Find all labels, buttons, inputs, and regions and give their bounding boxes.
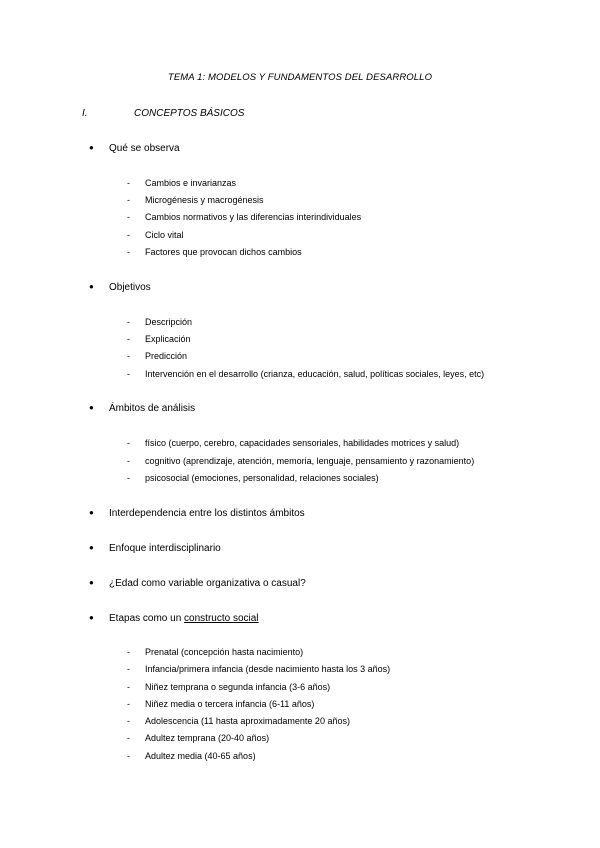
list-item: [127, 456, 474, 466]
bullet-icon: ●: [89, 543, 94, 552]
dash-icon: -: [127, 682, 130, 692]
bullet-label: ¿Edad como variable organizativa o casual?: [109, 578, 306, 589]
bullet-label: Etapas como un: [109, 613, 185, 624]
document-title: TEMA 1: MODELOS Y FUNDAMENTOS DEL DESARROLLO: [167, 72, 433, 83]
bullet-label: Qué se observa: [109, 143, 180, 154]
dash-icon: -: [127, 716, 130, 726]
dash-icon: -: [127, 733, 130, 743]
list-item: [127, 682, 330, 692]
dash-icon: -: [127, 699, 130, 709]
dash-icon: -: [127, 647, 130, 657]
bullet-etapas: [89, 613, 259, 624]
dash-icon: -: [127, 351, 130, 361]
list-item: [127, 369, 484, 379]
list-item: [127, 317, 192, 327]
bullet-icon: ●: [89, 143, 94, 152]
list-item: [127, 699, 314, 709]
list-item: [127, 647, 303, 657]
dash-icon: -: [127, 212, 130, 222]
list-item: [127, 664, 390, 674]
dash-icon: -: [127, 195, 130, 205]
list-item: [127, 247, 302, 257]
bullet-icon: ●: [89, 282, 94, 291]
bullet-que-se-observa: [89, 143, 180, 154]
list-item: [127, 438, 459, 448]
dash-icon: -: [127, 664, 130, 674]
dash-icon: -: [127, 334, 130, 344]
list-item: [127, 733, 269, 743]
list-item: [127, 334, 191, 344]
list-item-text: Prenatal (concepción hasta nacimiento): [145, 647, 304, 657]
list-item-text: Microgénesis y macrogénesis: [145, 195, 264, 205]
list-item: [127, 212, 361, 222]
underlined-term: constructo social: [184, 613, 259, 624]
bullet-label: Objetivos: [109, 282, 151, 293]
list-item: [127, 716, 350, 726]
list-item-text: físico (cuerpo, cerebro, capacidades sensoriales, habilidades motrices y salud): [145, 438, 460, 448]
list-item: [127, 351, 187, 361]
list-item-text: Niñez media o tercera infancia (6-11 años): [145, 699, 315, 709]
list-item-text: Adolescencia (11 hasta aproximadamente 20 años): [145, 716, 350, 726]
bullet-label: Interdependencia entre los distintos ámbitos: [109, 508, 305, 519]
list-item-text: Explicación: [145, 334, 191, 344]
bullet-ambitos: [89, 403, 195, 414]
list-item: [127, 178, 236, 188]
bullet-enfoque: [89, 543, 221, 554]
dash-icon: -: [127, 178, 130, 188]
dash-icon: -: [127, 456, 130, 466]
dash-icon: -: [127, 230, 130, 240]
bullet-objetivos: [89, 282, 151, 293]
list-item-text: Predicción: [145, 351, 188, 361]
bullet-icon: ●: [89, 508, 94, 517]
list-item: [127, 473, 379, 483]
section-number: I.: [82, 108, 88, 119]
list-item: [127, 751, 256, 761]
dash-icon: -: [127, 473, 130, 483]
list-item-text: Infancia/primera infancia (desde nacimiento hasta los 3 años): [145, 664, 391, 674]
bullet-label: Enfoque interdisciplinario: [109, 543, 221, 554]
list-item-text: Cambios e invarianzas: [145, 178, 237, 188]
list-item-text: Niñez temprana o segunda infancia (3-6 años): [145, 682, 331, 692]
dash-icon: -: [127, 317, 130, 327]
list-item-text: Ciclo vital: [145, 230, 184, 240]
list-item-text: Descripción: [145, 317, 193, 327]
bullet-icon: ●: [89, 578, 94, 587]
dash-icon: -: [127, 438, 130, 448]
section-heading: [82, 108, 244, 119]
bullet-icon: ●: [89, 403, 94, 412]
list-item-text: psicosocial (emociones, personalidad, relaciones sociales): [145, 473, 379, 483]
list-item-text: cognitivo (aprendizaje, atención, memoria, lenguaje, pensamiento y razonamiento): [145, 456, 475, 466]
bullet-interdependencia: [89, 508, 305, 519]
list-item-text: Adultez media (40-65 años): [145, 751, 256, 761]
list-item: [127, 195, 264, 205]
section-title: CONCEPTOS BÁSICOS: [134, 108, 245, 119]
list-item: [127, 230, 184, 240]
bullet-label: Ámbitos de análisis: [109, 403, 196, 414]
bullet-edad: [89, 578, 306, 589]
list-item-text: Adultez temprana (20-40 años): [145, 733, 270, 743]
dash-icon: -: [127, 369, 130, 379]
list-item-text: Intervención en el desarrollo (crianza, educación, salud, políticas sociales, leyes, etc): [145, 369, 485, 379]
list-item-text: Cambios normativos y las diferencias interindividuales: [145, 212, 362, 222]
bullet-icon: ●: [89, 613, 94, 622]
dash-icon: -: [127, 751, 130, 761]
dash-icon: -: [127, 247, 130, 257]
list-item-text: Factores que provocan dichos cambios: [145, 247, 302, 257]
